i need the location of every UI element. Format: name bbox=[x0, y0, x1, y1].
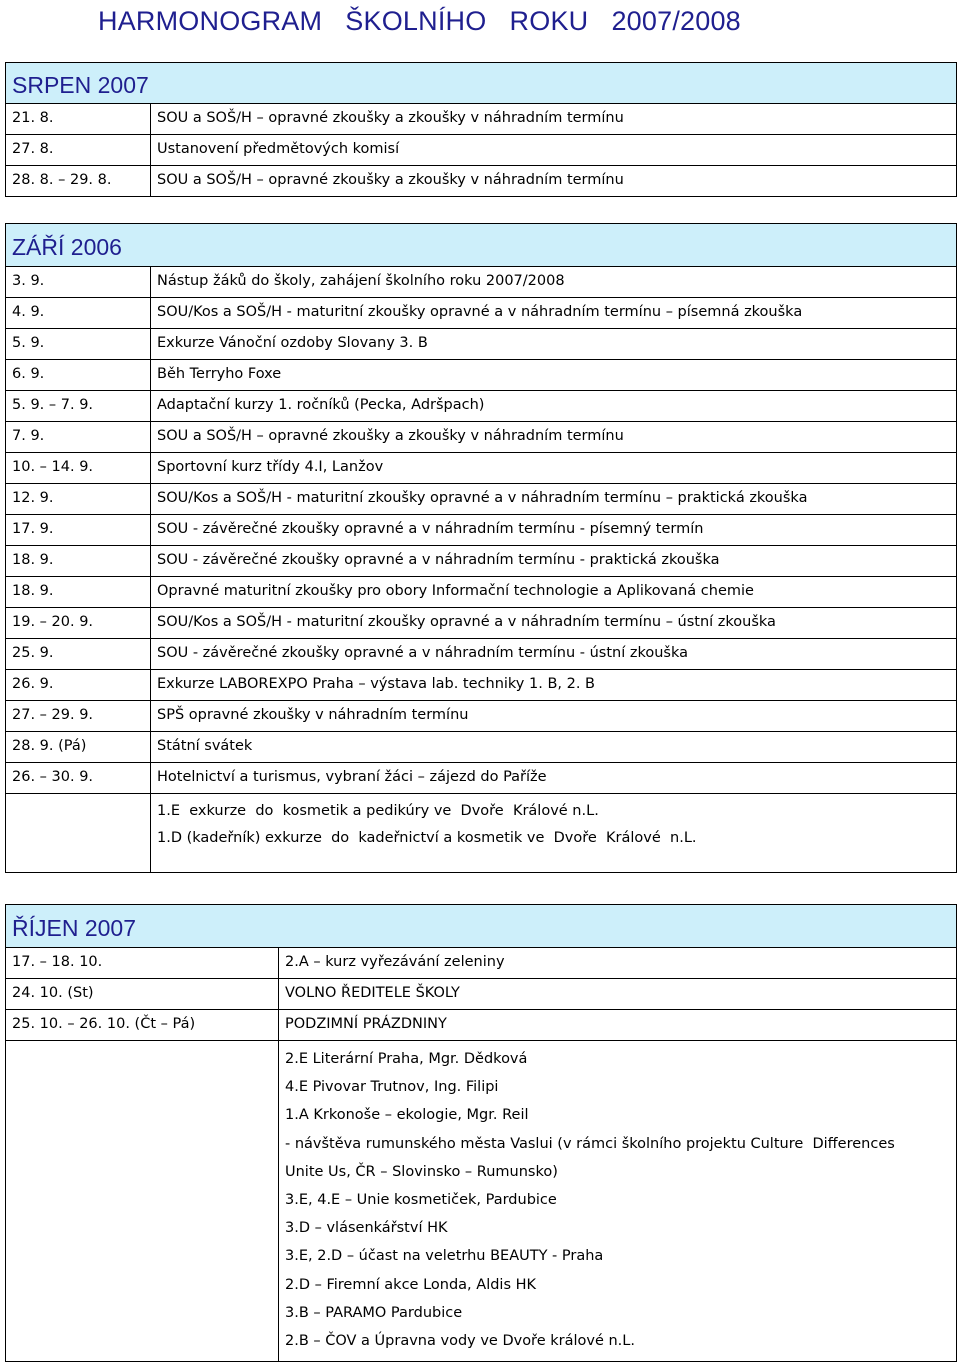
row-date bbox=[6, 794, 151, 873]
row-line: 1.A Krkonoše – ekologie, Mgr. Reil bbox=[285, 1107, 529, 1124]
row-date: 5. 9. – 7. 9. bbox=[6, 391, 151, 422]
row-text: Adaptační kurzy 1. ročníků (Pecka, Adršpach) bbox=[151, 391, 957, 422]
row-date: 18. 9. bbox=[6, 546, 151, 577]
row-text: SOU/Kos a SOŠ/H - maturitní zkoušky opravné a v náhradním termínu – praktická zkouška bbox=[151, 484, 957, 515]
table-row bbox=[6, 948, 957, 979]
table-row bbox=[6, 577, 957, 608]
table-row bbox=[6, 360, 957, 391]
row-line: 3.E, 4.E – Unie kosmetiček, Pardubice bbox=[285, 1192, 557, 1209]
table-row bbox=[6, 608, 957, 639]
table-row bbox=[6, 546, 957, 577]
row-date: 25. 10. – 26. 10. (Čt – Pá) bbox=[6, 1010, 279, 1041]
row-date: 19. – 20. 9. bbox=[6, 608, 151, 639]
row-text: SOU - závěrečné zkoušky opravné a v náhradním termínu - praktická zkouška bbox=[151, 546, 957, 577]
table-row bbox=[6, 391, 957, 422]
row-date: 17. 9. bbox=[6, 515, 151, 546]
row-text: Exkurze LABOREXPO Praha – výstava lab. techniky 1. B, 2. B bbox=[151, 670, 957, 701]
row-text: 2.A – kurz vyřezávání zeleniny bbox=[279, 948, 957, 979]
section-header: SRPEN 2007 bbox=[6, 63, 957, 104]
row-date: 7. 9. bbox=[6, 422, 151, 453]
row-date: 5. 9. bbox=[6, 329, 151, 360]
table-row-multiline bbox=[6, 1041, 957, 1362]
table-row-multiline bbox=[6, 794, 957, 873]
table-row bbox=[6, 329, 957, 360]
row-text: SOU - závěrečné zkoušky opravné a v náhradním termínu - písemný termín bbox=[151, 515, 957, 546]
table-row bbox=[6, 104, 957, 135]
row-text: Běh Terryho Foxe bbox=[151, 360, 957, 391]
row-date: 24. 10. (St) bbox=[6, 979, 279, 1010]
table-row bbox=[6, 298, 957, 329]
row-text: Nástup žáků do školy, zahájení školního roku 2007/2008 bbox=[151, 267, 957, 298]
row-line: 3.D – vlásenkářství HK bbox=[285, 1220, 448, 1237]
section-zari bbox=[5, 223, 957, 873]
table-row bbox=[6, 166, 957, 197]
row-date: 12. 9. bbox=[6, 484, 151, 515]
row-date: 27. – 29. 9. bbox=[6, 701, 151, 732]
section-rijen bbox=[5, 904, 957, 1362]
table-row bbox=[6, 484, 957, 515]
row-line: 1.D (kadeřník) exkurze do kadeřnictví a kosmetik ve Dvoře Králové n.L. bbox=[157, 830, 697, 846]
row-text: SOU a SOŠ/H – opravné zkoušky a zkoušky v náhradním termínu bbox=[151, 166, 957, 197]
row-date: 3. 9. bbox=[6, 267, 151, 298]
row-text-lines bbox=[151, 794, 957, 873]
row-date: 28. 9. (Pá) bbox=[6, 732, 151, 763]
row-text: Hotelnictví a turismus, vybraní žáci – zájezd do Paříže bbox=[151, 763, 957, 794]
table-row bbox=[6, 1010, 957, 1041]
table-row bbox=[6, 701, 957, 732]
row-date: 27. 8. bbox=[6, 135, 151, 166]
row-date: 28. 8. – 29. 8. bbox=[6, 166, 151, 197]
row-text: SPŠ opravné zkoušky v náhradním termínu bbox=[151, 701, 957, 732]
table-row bbox=[6, 453, 957, 484]
row-date bbox=[6, 1041, 279, 1362]
row-line: 2.B – ČOV a Úpravna vody ve Dvoře králové n.L. bbox=[285, 1333, 635, 1350]
row-line: 3.E, 2.D – účast na veletrhu BEAUTY - Praha bbox=[285, 1248, 604, 1265]
row-text: SOU/Kos a SOŠ/H - maturitní zkoušky opravné a v náhradním termínu – písemná zkouška bbox=[151, 298, 957, 329]
section-srpen bbox=[5, 62, 957, 197]
row-line: 2.D – Firemní akce Londa, Aldis HK bbox=[285, 1276, 537, 1293]
row-text: Ustanovení předmětových komisí bbox=[151, 135, 957, 166]
row-line: 3.B – PARAMO Pardubice bbox=[285, 1304, 463, 1321]
row-date: 21. 8. bbox=[6, 104, 151, 135]
row-line: Unite Us, ČR – Slovinsko – Rumunsko) bbox=[285, 1163, 558, 1180]
row-text: SOU - závěrečné zkoušky opravné a v náhradním termínu - ústní zkouška bbox=[151, 639, 957, 670]
row-date: 6. 9. bbox=[6, 360, 151, 391]
row-line: - návštěva rumunského města Vaslui (v rámci školního projektu Culture Differences bbox=[285, 1135, 895, 1152]
row-date: 18. 9. bbox=[6, 577, 151, 608]
row-text: Opravné maturitní zkoušky pro obory Informační technologie a Aplikovaná chemie bbox=[151, 577, 957, 608]
row-date: 17. – 18. 10. bbox=[6, 948, 279, 979]
table-row bbox=[6, 639, 957, 670]
row-text: PODZIMNÍ PRÁZDNINY bbox=[279, 1010, 957, 1041]
page-title: HARMONOGRAM ŠKOLNÍHO ROKU 2007/2008 bbox=[98, 6, 741, 36]
row-date: 26. – 30. 9. bbox=[6, 763, 151, 794]
table-row bbox=[6, 979, 957, 1010]
table-row bbox=[6, 732, 957, 763]
row-text: SOU/Kos a SOŠ/H - maturitní zkoušky opravné a v náhradním termínu – ústní zkouška bbox=[151, 608, 957, 639]
row-text: SOU a SOŠ/H – opravné zkoušky a zkoušky v náhradním termínu bbox=[151, 104, 957, 135]
row-text: Státní svátek bbox=[151, 732, 957, 763]
row-text: Exkurze Vánoční ozdoby Slovany 3. B bbox=[151, 329, 957, 360]
row-date: 25. 9. bbox=[6, 639, 151, 670]
row-text: SOU a SOŠ/H – opravné zkoušky a zkoušky v náhradním termínu bbox=[151, 422, 957, 453]
table-row bbox=[6, 670, 957, 701]
table-row bbox=[6, 422, 957, 453]
row-text: VOLNO ŘEDITELE ŠKOLY bbox=[279, 979, 957, 1010]
table-row bbox=[6, 763, 957, 794]
row-text-lines bbox=[279, 1041, 957, 1362]
row-line: 2.E Literární Praha, Mgr. Dědková bbox=[285, 1051, 528, 1067]
table-row bbox=[6, 515, 957, 546]
row-date: 10. – 14. 9. bbox=[6, 453, 151, 484]
row-line: 1.E exkurze do kosmetik a pedikúry ve Dvoře Králové n.L. bbox=[157, 803, 599, 819]
row-line: 4.E Pivovar Trutnov, Ing. Filipi bbox=[285, 1079, 499, 1096]
table-row bbox=[6, 135, 957, 166]
row-date: 4. 9. bbox=[6, 298, 151, 329]
section-header: ŘÍJEN 2007 bbox=[6, 905, 957, 948]
section-header: ZÁŘÍ 2006 bbox=[6, 224, 957, 267]
row-date: 26. 9. bbox=[6, 670, 151, 701]
row-text: Sportovní kurz třídy 4.I, Lanžov bbox=[151, 453, 957, 484]
table-row bbox=[6, 267, 957, 298]
